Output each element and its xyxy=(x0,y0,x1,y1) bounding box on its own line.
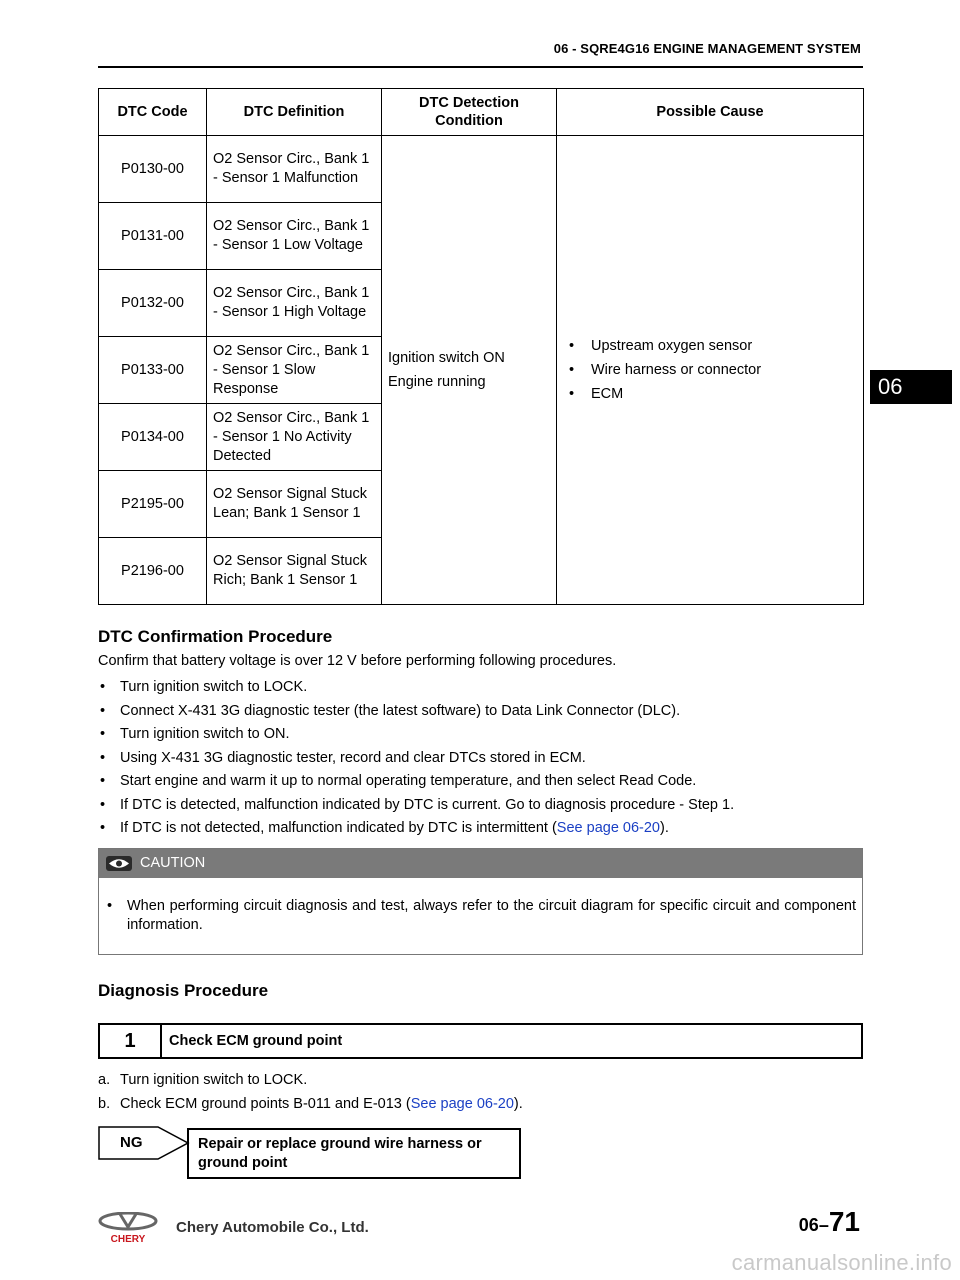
dtc-code: P2195-00 xyxy=(99,471,207,538)
dtc-table xyxy=(98,88,864,605)
caution-text: • When performing circuit diagnosis and test, always refer to the circuit diagram for specific circuit and component information. xyxy=(99,878,862,935)
step-text: If DTC is not detected, malfunction indicated by DTC is intermittent ( xyxy=(120,820,557,836)
see-page-link[interactable]: See page 06-20 xyxy=(556,820,660,836)
cause-item: • ECM xyxy=(591,382,857,406)
ng-label: NG xyxy=(120,1134,143,1151)
diagnosis-heading: Diagnosis Procedure xyxy=(98,981,269,1000)
header-possible-cause: Possible Cause xyxy=(557,89,864,136)
header-title: 06 - SQRE4G16 ENGINE MANAGEMENT SYSTEM xyxy=(553,41,861,56)
substep-text: Turn ignition switch to LOCK. xyxy=(120,1072,308,1088)
dtc-definition: O2 Sensor Signal Stuck Rich; Bank 1 Sensor 1 xyxy=(207,538,382,605)
dtc-definition: O2 Sensor Circ., Bank 1 - Sensor 1 Slow Response xyxy=(207,337,382,404)
condition-line: Ignition switch ON xyxy=(388,350,505,366)
dtc-code: P0134-00 xyxy=(99,404,207,471)
watermark: carmanualsonline.info xyxy=(731,1250,952,1275)
substep-text: ). xyxy=(513,1096,523,1112)
caution-label: CAUTION xyxy=(140,855,206,871)
ng-action-box: Repair or replace ground wire harness or ground point xyxy=(187,1128,521,1179)
cause-item: • Upstream oxygen sensor xyxy=(591,334,857,358)
substep-a xyxy=(98,1072,307,1088)
dtc-code: P2196-00 xyxy=(99,538,207,605)
dtc-definition: O2 Sensor Signal Stuck Lean; Bank 1 Sensor 1 xyxy=(207,471,382,538)
section-tab[interactable]: 06 xyxy=(870,370,952,404)
list-item: • Start engine and warm it up to normal operating temperature, and then select Read Code. xyxy=(98,770,734,794)
table-header-row xyxy=(99,89,864,136)
confirmation-intro: Confirm that battery voltage is over 12 V before performing following procedures. xyxy=(98,653,617,669)
substep-letter: a. xyxy=(98,1072,111,1088)
dtc-code: P0131-00 xyxy=(99,203,207,270)
page-number xyxy=(799,1206,860,1238)
list-item xyxy=(98,817,734,841)
condition-line: Engine running xyxy=(388,374,486,390)
dtc-code: P0133-00 xyxy=(99,337,207,404)
list-item: • Turn ignition switch to LOCK. xyxy=(98,676,734,700)
list-item: • If DTC is detected, malfunction indicated by DTC is current. Go to diagnosis procedure - Step 1. xyxy=(98,794,734,818)
list-item: • Using X-431 3G diagnostic tester, record and clear DTCs stored in ECM. xyxy=(98,747,734,771)
see-page-link[interactable]: See page 06-20 xyxy=(410,1096,514,1112)
dtc-definition: O2 Sensor Circ., Bank 1 - Sensor 1 High Voltage xyxy=(207,270,382,337)
header-detection-condition: DTC Detection Condition xyxy=(382,89,557,136)
dtc-code: P0132-00 xyxy=(99,270,207,337)
substep-letter: b. xyxy=(98,1096,111,1112)
company-name: Chery Automobile Co., Ltd. xyxy=(176,1219,369,1236)
step-text: ). xyxy=(660,820,669,836)
header-rule xyxy=(98,66,863,68)
step-title: Check ECM ground point xyxy=(169,1033,343,1049)
substep-b xyxy=(98,1096,523,1112)
diagnosis-step-box xyxy=(98,1023,863,1059)
logo-text: CHERY xyxy=(110,1234,146,1244)
page-prefix: 06– xyxy=(798,1215,829,1235)
substep-text: Check ECM ground points B-011 and E-013 ( xyxy=(120,1096,411,1112)
caution-bar xyxy=(99,849,862,878)
step-number: 1 xyxy=(100,1025,162,1057)
dtc-definition: O2 Sensor Circ., Bank 1 - Sensor 1 Low Voltage xyxy=(207,203,382,270)
confirmation-steps xyxy=(98,676,734,841)
list-item: • Turn ignition switch to ON. xyxy=(98,723,734,747)
confirmation-heading: DTC Confirmation Procedure xyxy=(98,627,333,646)
list-item: • Connect X-431 3G diagnostic tester (the latest software) to Data Link Connector (DLC). xyxy=(98,700,734,724)
dtc-definition: O2 Sensor Circ., Bank 1 - Sensor 1 Malfunction xyxy=(207,136,382,203)
ng-arrow xyxy=(98,1126,190,1165)
dtc-code: P0130-00 xyxy=(99,136,207,203)
header-dtc-definition: DTC Definition xyxy=(207,89,382,136)
possible-cause xyxy=(557,136,864,605)
table-row xyxy=(99,136,864,203)
chery-logo xyxy=(98,1212,158,1249)
eye-icon xyxy=(106,856,132,871)
page-num: 71 xyxy=(828,1206,860,1237)
dtc-definition: O2 Sensor Circ., Bank 1 - Sensor 1 No Activity Detected xyxy=(207,404,382,471)
cause-item: • Wire harness or connector xyxy=(591,358,857,382)
caution-box xyxy=(98,848,863,955)
detection-condition xyxy=(382,136,557,605)
header-dtc-code: DTC Code xyxy=(99,89,207,136)
